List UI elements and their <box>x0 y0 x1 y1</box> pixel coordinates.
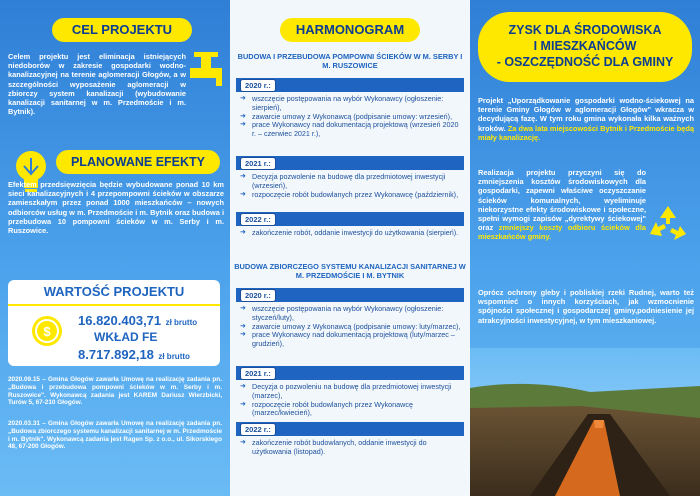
coin-icon <box>30 314 64 348</box>
zysk-paragraph-1: Projekt „Uporządkowanie gospodarki wodno-ściekowej na terenie Gminy Głogów w aglomeracji Głogów" wkracza w decydującą fazę. W tym roku gmina wykonała kilka ważnych kroków. Za dwa lata miejscowości Bytnik i Przedmoście będą miały kanalizację. <box>478 96 694 142</box>
wartosc-card <box>8 280 220 366</box>
pipe-trench-photo <box>470 348 700 496</box>
schedule-item: ➜ zakończenie robót, oddanie inwestycji do użytkowania (sierpień). <box>240 229 462 238</box>
schedule-item: ➜ prace Wykonawcy nad dokumentacją projektową (wrzesień 2020 r. – czerwiec 2021 r.), <box>240 121 462 139</box>
left-panel <box>0 0 230 496</box>
highlight-1: Za dwa lata miejscowości Bytnik i Przedmoście będą miały kanalizację. <box>478 123 694 142</box>
schedule-item: ➜ wszczęcie postępowania na wybór Wykonawcy (ogłoszenie: styczeń/luty), <box>240 305 462 323</box>
zysk-paragraph-2: Realizacja projektu przyczyni się do zmniejszenia kosztów środowiskowych dla gospodarki, zapewni właściwe oczyszczanie ścieków komunalnych, wyeliminuje niekorzystne efekty środowiskowe i społeczne, spełni wymogi zapisów „dyrektywy ściekowej" oraz zmniejszy koszty odbioru ścieków dla mieszkańców gminy. <box>478 168 646 242</box>
schedule-item: ➜ wszczęcie postępowania na wybór Wykonawcy (ogłoszenie: sierpień), <box>240 95 462 113</box>
schedule-item: ➜ zawarcie umowy z Wykonawcą (podpisanie umowy: wrzesień), <box>240 113 462 122</box>
wartosc-title: WARTOŚĆ PROJEKTU <box>43 284 185 299</box>
wartosc-unit: zł brutto <box>165 318 198 327</box>
zysk-paragraph-3: Oprócz ochrony gleby i pobliskiej rzeki Rudnej, warto też wspomnieć o innych korzyściach, jak wzmocnienie spójności społecznej i gospodarczej gminy,podniesienie jej atrakcyjności inwestycyjnej, w tym mieszkaniowej. <box>478 288 694 325</box>
schedule-item: ➜ zakończenie robót budowlanych, oddanie inwestycji do użytkowania (listopad). <box>240 439 462 457</box>
planowane-efekty-text: Efektem przedsięwzięcia będzie wybudowane ponad 10 km sieci kanalizacyjnych i 4 przepompowni ścieków w obszarze zamieszkałym przez ponad 1000 mieszkańców – nowych odbiorców usług w m. Przedmoście i m. Bytnik oraz budowa i przebudowa 10 pompowni ścieków w m. Serby i m. Ruszowice. <box>8 180 225 236</box>
year-badge: 2020 r.: <box>240 289 276 302</box>
harmonogram-title: HARMONOGRAM <box>280 18 420 42</box>
zysk-title-line-3: - OSZCZĘDNOŚĆ DLA GMINY <box>496 55 674 69</box>
cel-projektu-text: Celem projektu jest eliminacja istniejących niedoborów w zakresie gospodarki wodno-kanalizacyjnej na terenie aglomeracji Głogów, a w szczególności wyposażenie aglomeracji w zbiorczy system kanalizacji (wybudowanie kanalizacji sanitarnej w m. Przedmoście i m. Bytnik). <box>8 52 186 117</box>
right-panel <box>470 0 700 496</box>
zysk-title-line-2: I MIESZKAŃCÓW <box>533 39 637 53</box>
highlight-2: zmniejszy koszty odbioru ścieków dla mieszkańców gminy. <box>478 223 646 242</box>
year-badge: 2021 r.: <box>240 367 276 380</box>
wklad-unit: zł brutto <box>158 352 190 361</box>
pipe-valve-icon <box>186 46 226 88</box>
schedule-item: ➜ rozpoczęcie robót budowlanych przez Wykonawcę (październik), <box>240 191 462 200</box>
schedule-item: ➜ zawarcie umowy z Wykonawcą (podpisanie umowy: luty/marzec), <box>240 323 462 332</box>
section-title-serby: BUDOWA I PRZEBUDOWA POMPOWNI ŚCIEKÓW W M. SERBY I M. RUSZOWICE <box>237 52 463 70</box>
wklad-title: WKŁAD FE <box>94 330 158 344</box>
zysk-title-line-1: ZYSK DLA ŚRODOWISKA <box>508 23 662 37</box>
schedule-item: ➜ rozpoczęcie robót budowlanych przez Wykonawcę (marzec/kwiecień), <box>240 401 462 419</box>
year-badge: 2021 r.: <box>240 157 276 170</box>
year-badge: 2022 r.: <box>240 213 276 226</box>
year-bullets <box>240 383 462 418</box>
schedule-item: ➜ Decyzja pozwolenie na budowę dla przedmiotowej inwestycji (wrzesień), <box>240 173 462 191</box>
cel-projektu-title: CEL PROJEKTU <box>52 18 192 42</box>
year-bullets <box>240 305 462 349</box>
planowane-efekty-title: PLANOWANE EFEKTY <box>56 150 220 174</box>
section-title-przedmoscie: BUDOWA ZBIORCZEGO SYSTEMU KANALIZACJI SANITARNEJ W M. PRZEDMOŚCIE I M. BYTNIK <box>234 262 466 280</box>
contract-note-2: 2020.03.31 – Gmina Głogów zawarła Umowę na realizację zadania pn. „Budowa zbiorczego systemu kanalizacji sanitarnej w m. Przedmoście i m. Bytnik". Wykonawcą zadania jest Ragen Sp. z o.o., ul. Sikorskiego 48, 67-200 Głogów. <box>8 420 222 451</box>
wklad-value: 8.717.892,18 <box>78 347 154 362</box>
recycle-icon <box>644 200 692 248</box>
wartosc-value: 16.820.403,71 <box>78 313 162 328</box>
year-bullets <box>240 439 462 457</box>
zysk-title <box>478 12 692 82</box>
svg-text:$: $ <box>43 324 51 339</box>
year-badge: 2020 r.: <box>240 79 276 92</box>
year-bullets <box>240 173 462 199</box>
year-badge: 2022 r.: <box>240 423 276 436</box>
schedule-item: ➜ prace Wykonawcy nad dokumentacją projektową (luty/marzec – grudzień), <box>240 331 462 349</box>
year-bullets <box>240 95 462 139</box>
contract-note-1: 2020.09.15 – Gmina Głogów zawarła Umowę na realizację zadania pn. „Budowa i przebudowa pompowni ścieków w m. Serby i m. Ruszowice". Wykonawcą zadania jest KAREM Dariusz Wierzbicki, Turów 5, 67-210 Głogów. <box>8 376 222 407</box>
schedule-item: ➜ Decyzja o pozwoleniu na budowę dla przedmiotowej inwestycji (marzec), <box>240 383 462 401</box>
harmonogram-panel <box>230 0 470 496</box>
year-bullets <box>240 229 462 238</box>
